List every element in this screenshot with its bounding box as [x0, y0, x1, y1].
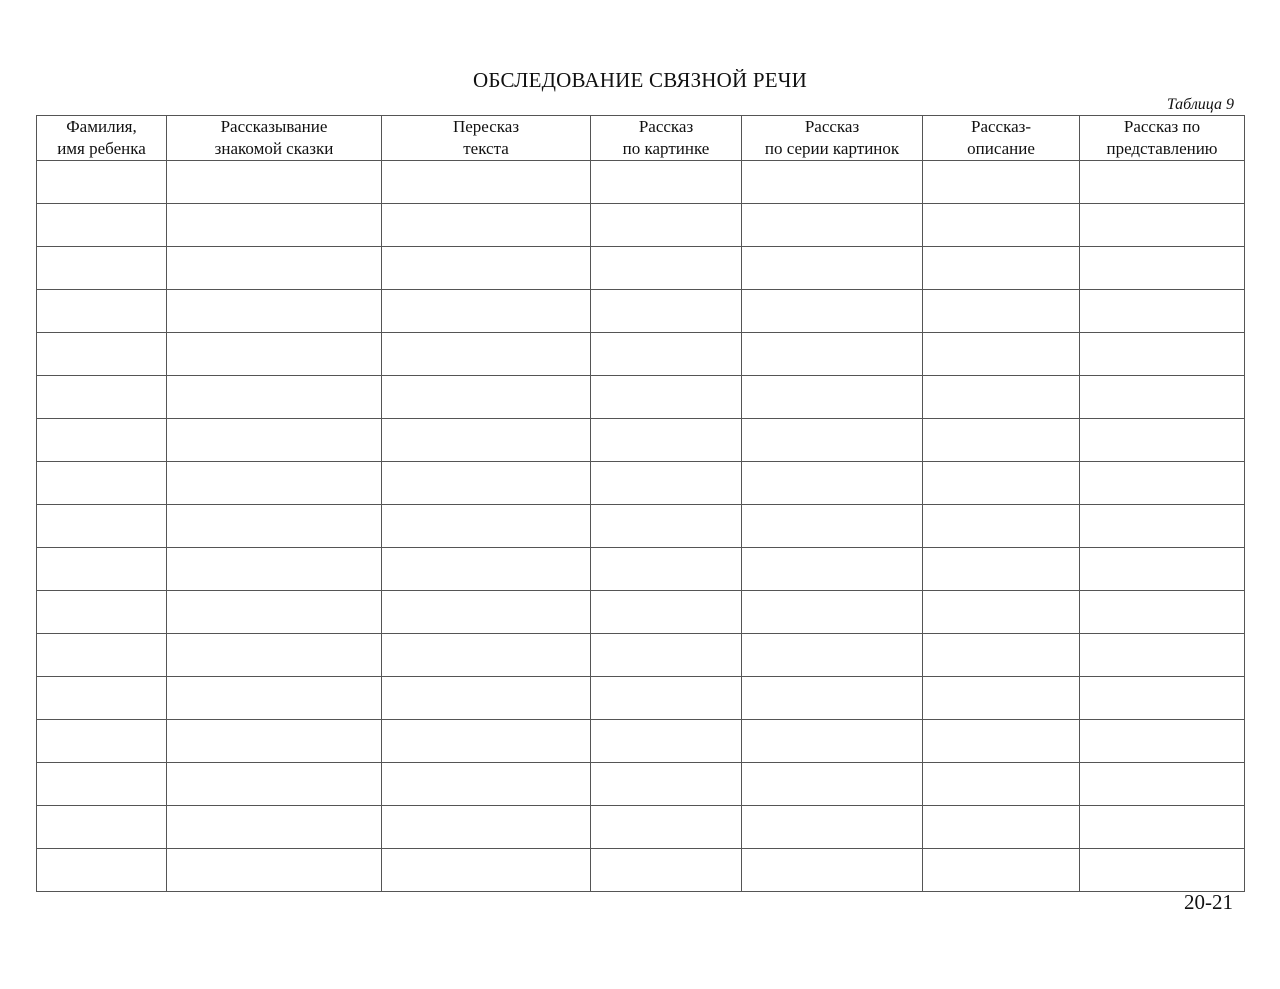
- table-cell[interactable]: [382, 634, 591, 677]
- table-cell[interactable]: [167, 591, 382, 634]
- column-header-imagination-story: [1080, 116, 1245, 161]
- table-cell[interactable]: [37, 161, 167, 204]
- column-header-picture-series-story: [742, 116, 923, 161]
- table-cell[interactable]: [382, 161, 591, 204]
- table-cell[interactable]: [382, 505, 591, 548]
- table-cell[interactable]: [1080, 333, 1245, 376]
- table-row: [37, 333, 1245, 376]
- table-row: [37, 462, 1245, 505]
- column-header-child-name: [37, 116, 167, 161]
- table-cell[interactable]: [923, 247, 1080, 290]
- table-cell[interactable]: [591, 591, 742, 634]
- table-row: [37, 419, 1245, 462]
- table-row: [37, 204, 1245, 247]
- table-cell[interactable]: [382, 806, 591, 849]
- table-cell[interactable]: [1080, 376, 1245, 419]
- table-cell[interactable]: [382, 204, 591, 247]
- table-row: [37, 763, 1245, 806]
- table-cell[interactable]: [923, 677, 1080, 720]
- table-cell[interactable]: [591, 419, 742, 462]
- header-line: Рассказывание: [220, 117, 328, 136]
- table-cell[interactable]: [742, 376, 923, 419]
- table-cell[interactable]: [37, 290, 167, 333]
- table-cell[interactable]: [382, 333, 591, 376]
- table-cell[interactable]: [923, 505, 1080, 548]
- table-cell[interactable]: [382, 720, 591, 763]
- table-cell[interactable]: [382, 290, 591, 333]
- header-line: описание: [967, 139, 1035, 158]
- table-cell[interactable]: [742, 419, 923, 462]
- table-cell[interactable]: [591, 548, 742, 591]
- column-header-picture-story: [591, 116, 742, 161]
- table-cell[interactable]: [742, 204, 923, 247]
- table-cell[interactable]: [167, 806, 382, 849]
- table-cell[interactable]: [591, 849, 742, 892]
- table-cell[interactable]: [37, 462, 167, 505]
- table-cell[interactable]: [167, 376, 382, 419]
- table-cell[interactable]: [167, 462, 382, 505]
- table-cell[interactable]: [923, 462, 1080, 505]
- table-cell[interactable]: [382, 419, 591, 462]
- table-row: [37, 505, 1245, 548]
- table-cell[interactable]: [923, 548, 1080, 591]
- table-cell[interactable]: [923, 849, 1080, 892]
- table-cell[interactable]: [742, 247, 923, 290]
- table-cell[interactable]: [742, 634, 923, 677]
- column-header-description-story: [923, 116, 1080, 161]
- table-cell[interactable]: [167, 763, 382, 806]
- table-cell[interactable]: [382, 376, 591, 419]
- table-cell[interactable]: [37, 634, 167, 677]
- table-cell[interactable]: [742, 677, 923, 720]
- header-line: текста: [463, 139, 509, 158]
- header-line: по картинке: [622, 139, 710, 158]
- table-cell[interactable]: [167, 247, 382, 290]
- table-caption: Таблица 9: [1166, 96, 1234, 113]
- table-cell[interactable]: [382, 677, 591, 720]
- table-cell[interactable]: [1080, 548, 1245, 591]
- table-row: [37, 290, 1245, 333]
- table-cell[interactable]: [167, 419, 382, 462]
- table-cell[interactable]: [923, 806, 1080, 849]
- table-cell[interactable]: [591, 204, 742, 247]
- table-cell[interactable]: [37, 505, 167, 548]
- table-cell[interactable]: [923, 376, 1080, 419]
- table-cell[interactable]: [923, 333, 1080, 376]
- table-row: [37, 720, 1245, 763]
- table-cell[interactable]: [167, 634, 382, 677]
- table-cell[interactable]: [382, 849, 591, 892]
- table-cell[interactable]: [382, 548, 591, 591]
- table-header-row: [37, 116, 1245, 161]
- table-row: [37, 376, 1245, 419]
- table-cell[interactable]: [923, 161, 1080, 204]
- page-number: 20-21: [1184, 890, 1233, 914]
- table-cell[interactable]: [923, 290, 1080, 333]
- table-cell[interactable]: [1080, 634, 1245, 677]
- table-cell[interactable]: [167, 333, 382, 376]
- table-cell[interactable]: [742, 548, 923, 591]
- table-cell[interactable]: [37, 806, 167, 849]
- table-cell[interactable]: [923, 419, 1080, 462]
- table-cell[interactable]: [591, 161, 742, 204]
- table-cell[interactable]: [37, 247, 167, 290]
- table-cell[interactable]: [382, 247, 591, 290]
- table-cell[interactable]: [591, 677, 742, 720]
- table-cell[interactable]: [742, 462, 923, 505]
- header-line: имя ребенка: [57, 139, 146, 158]
- table-cell[interactable]: [37, 548, 167, 591]
- table-row: [37, 677, 1245, 720]
- table-cell[interactable]: [1080, 720, 1245, 763]
- table-cell[interactable]: [742, 849, 923, 892]
- table-row: [37, 634, 1245, 677]
- table-body: [37, 161, 1245, 892]
- column-header-fairy-tale-retelling: [167, 116, 382, 161]
- table-cell[interactable]: [382, 763, 591, 806]
- table-cell[interactable]: [167, 290, 382, 333]
- table-cell[interactable]: [591, 763, 742, 806]
- header-line: Рассказ: [638, 117, 694, 136]
- table-cell[interactable]: [742, 591, 923, 634]
- column-header-text-retelling: [382, 116, 591, 161]
- table-cell[interactable]: [167, 505, 382, 548]
- table-cell[interactable]: [742, 763, 923, 806]
- table-cell[interactable]: [1080, 290, 1245, 333]
- table-row: [37, 591, 1245, 634]
- table-cell[interactable]: [591, 247, 742, 290]
- table-cell[interactable]: [591, 720, 742, 763]
- table-cell[interactable]: [167, 720, 382, 763]
- table-cell[interactable]: [37, 677, 167, 720]
- table-cell[interactable]: [923, 720, 1080, 763]
- table-row: [37, 806, 1245, 849]
- table-cell[interactable]: [923, 634, 1080, 677]
- table-cell[interactable]: [1080, 419, 1245, 462]
- header-line: Рассказ: [804, 117, 860, 136]
- table-cell[interactable]: [923, 591, 1080, 634]
- table-cell[interactable]: [1080, 247, 1245, 290]
- table-cell[interactable]: [37, 720, 167, 763]
- header-line: Рассказ-: [970, 117, 1031, 136]
- speech-assessment-table: [36, 115, 1245, 892]
- table-cell[interactable]: [1080, 677, 1245, 720]
- table-cell[interactable]: [167, 677, 382, 720]
- table-cell[interactable]: [742, 720, 923, 763]
- table-row: [37, 849, 1245, 892]
- table-cell[interactable]: [742, 290, 923, 333]
- table-cell[interactable]: [591, 634, 742, 677]
- table-cell[interactable]: [167, 161, 382, 204]
- table-cell[interactable]: [742, 161, 923, 204]
- table-cell[interactable]: [167, 548, 382, 591]
- table-cell[interactable]: [1080, 204, 1245, 247]
- table-cell[interactable]: [1080, 161, 1245, 204]
- table-cell[interactable]: [742, 505, 923, 548]
- table-row: [37, 161, 1245, 204]
- table-cell[interactable]: [37, 333, 167, 376]
- table-cell[interactable]: [1080, 763, 1245, 806]
- table-row: [37, 548, 1245, 591]
- header-line: Рассказ по: [1123, 117, 1201, 136]
- table-cell[interactable]: [591, 462, 742, 505]
- table-row: [37, 247, 1245, 290]
- page-title: ОБСЛЕДОВАНИЕ СВЯЗНОЙ РЕЧИ: [473, 68, 807, 92]
- header-line: представлению: [1106, 139, 1218, 158]
- table-cell[interactable]: [382, 591, 591, 634]
- table-cell[interactable]: [742, 806, 923, 849]
- table-cell[interactable]: [37, 204, 167, 247]
- header-line: знакомой сказки: [214, 139, 334, 158]
- table-cell[interactable]: [382, 462, 591, 505]
- table-cell[interactable]: [923, 204, 1080, 247]
- table-cell[interactable]: [1080, 591, 1245, 634]
- table-cell[interactable]: [1080, 806, 1245, 849]
- table-cell[interactable]: [591, 376, 742, 419]
- table-cell[interactable]: [591, 806, 742, 849]
- table-cell[interactable]: [167, 204, 382, 247]
- table-cell[interactable]: [37, 849, 167, 892]
- table-cell[interactable]: [591, 290, 742, 333]
- header-line: Пересказ: [452, 117, 520, 136]
- table-cell[interactable]: [37, 763, 167, 806]
- table-cell[interactable]: [167, 849, 382, 892]
- table-cell[interactable]: [742, 333, 923, 376]
- table-cell[interactable]: [1080, 505, 1245, 548]
- header-line: по серии картинок: [764, 139, 900, 158]
- table-cell[interactable]: [591, 505, 742, 548]
- table-cell[interactable]: [37, 376, 167, 419]
- table-cell[interactable]: [1080, 849, 1245, 892]
- table-cell[interactable]: [37, 419, 167, 462]
- header-line: Фамилия,: [66, 117, 137, 136]
- table-cell[interactable]: [1080, 462, 1245, 505]
- table-cell[interactable]: [591, 333, 742, 376]
- table-cell[interactable]: [923, 763, 1080, 806]
- table-cell[interactable]: [37, 591, 167, 634]
